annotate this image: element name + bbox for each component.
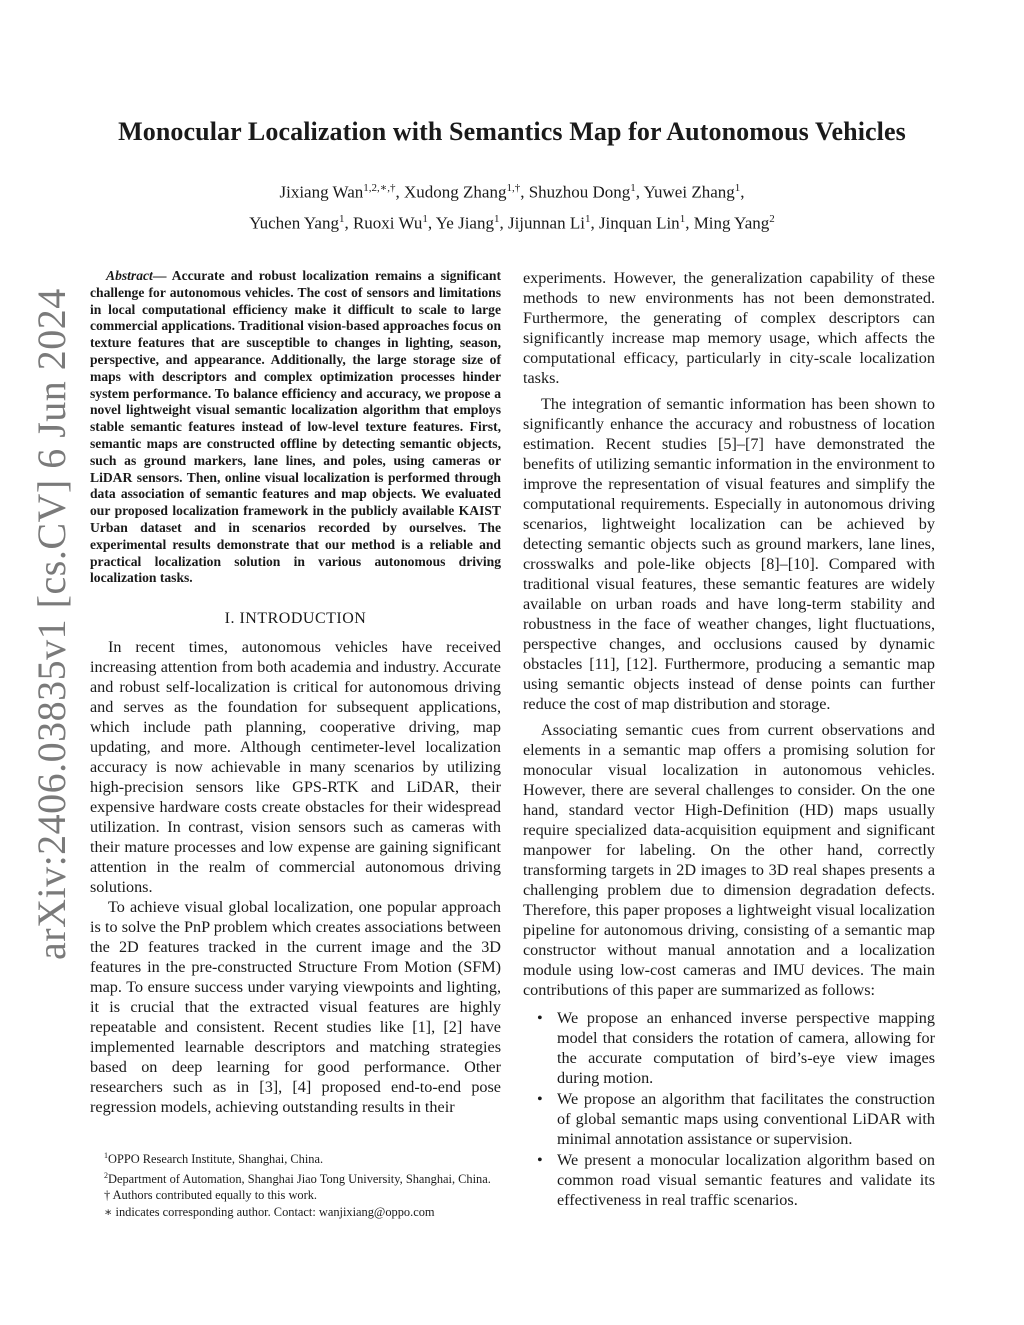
author-separator: , <box>499 213 508 233</box>
abstract <box>90 268 501 587</box>
author-name: Jijunnan Li <box>507 213 585 233</box>
author-separator: , <box>635 182 644 202</box>
author-list <box>150 175 874 236</box>
footnote-mark: 1 <box>104 1151 108 1160</box>
right-column <box>523 268 935 1211</box>
footnote-text: ∗ indicates corresponding author. Contact: wanjixiang@oppo.com <box>104 1204 435 1219</box>
body-paragraph: experiments. However, the generalization capability of these methods to new environments has not been demonstrated. Furthermore, the generating of complex descriptors can significantly increase map memory usage, which affects the computational efficacy, particularly in city-scale localization tasks. <box>523 269 935 387</box>
list-item <box>523 1008 935 1088</box>
footnote-text: OPPO Research Institute, Shanghai, China. <box>108 1152 324 1167</box>
paper-title: Monocular Localization with Semantics Map for Autonomous Vehicles <box>118 117 906 146</box>
author-name: Xudong Zhang <box>404 182 507 202</box>
author-separator: , <box>590 213 599 233</box>
section-heading-introduction: I. INTRODUCTION <box>224 610 367 628</box>
author-name: Ming Yang <box>693 213 770 233</box>
author-line-2 <box>150 206 874 237</box>
footnote <box>90 1149 501 1167</box>
author-affiliation: 1 <box>493 212 500 225</box>
author-affiliation: 1 <box>584 212 591 225</box>
bullet-icon: • <box>537 1151 543 1169</box>
author-name: Shuzhou Dong <box>528 182 631 202</box>
author-separator: , <box>427 213 436 233</box>
list-item <box>523 1089 935 1149</box>
list-item-text: We propose an enhanced inverse perspective mapping model that considers the rotation of camera, allowing for the accurate computation of bird’s-eye view images during motion. <box>557 1009 935 1087</box>
author-affiliation: 1 <box>679 212 686 225</box>
author-affiliation: 1 <box>422 212 428 225</box>
contributions-list <box>523 1008 935 1210</box>
author-separator: , <box>520 182 529 202</box>
author-name: Ye Jiang <box>435 213 494 233</box>
body-paragraph: Associating semantic cues from current observations and elements in a semantic map offers a promising solution for monocular visual localization in autonomous vehicles. However, there are several challenges to consider. On the one hand, standard vector High-Definition (HD) maps usually require specialized data-acquisition equipment and significant manpower for labeling. On the other hand, correctly transforming targets in 2D images to 3D real shapes presents a challenging problem due to dimension degradation defects. Therefore, this paper proposes a lightweight visual localization pipeline for autonomous driving, consisting of a semantic map constructor without manual annotation and a localization module using low-cost cameras and IMU devices. The main contributions of this paper are summarized as follows: <box>523 721 935 999</box>
bullet-icon: • <box>537 1090 543 1108</box>
footnote-mark: 2 <box>104 1170 108 1180</box>
footnote <box>90 1188 501 1203</box>
body-paragraph: In recent times, autonomous vehicles have received increasing attention from both academia and industry. Accurate and robust self-localization is critical for autonomous driving and serves as the foundation for subsequent applications, which include path planning, cooperative driving, map updating, and more. Although centimeter-level localization accuracy is now achievable in many scenarios by utilizing high-precision sensors like GPS-RTK and LiDAR, their expensive hardware costs create obstacles for their widespread utilization. In contrast, vision sensors such as cameras with their mature processes and low expense are gaining significant attention in the realm of commercial autonomous driving solutions. <box>90 638 501 897</box>
author-affiliation: 1,† <box>506 182 521 194</box>
footnote <box>90 1169 501 1187</box>
list-item <box>523 1150 935 1210</box>
author-separator: , <box>344 213 353 233</box>
footnote <box>90 1205 501 1220</box>
author-separator: , <box>740 182 745 202</box>
list-item-text: We present a monocular localization algorithm based on common road visual semantic features and validate its effectiveness in real traffic scenarios. <box>557 1151 935 1209</box>
author-affiliation: 1 <box>338 212 345 225</box>
list-item-text: We propose an algorithm that facilitates the construction of global semantic maps using conventional LiDAR with minimal annotation assistance or supervision. <box>557 1090 935 1148</box>
author-name: Ruoxi Wu <box>352 213 423 233</box>
body-paragraph: To achieve visual global localization, one popular approach is to solve the PnP problem which creates associations between the 2D features tracked in the current image and the 3D features in the pre-constructed Structure From Motion (SFM) map. To ensure success under varying viewpoints and lighting, it is crucial that the extracted visual features are highly repeatable and consistent. Recent studies like [1], [2] have implemented learnable descriptors and matching strategies based on deep learning for good performance. Other researchers such as in [3], [4] proposed end-to-end pose regression models, achieving outstanding results in their <box>90 898 501 1117</box>
author-affiliation: 1 <box>734 182 741 194</box>
author-affiliation: 2 <box>769 212 775 225</box>
author-affiliation: 1 <box>630 182 636 194</box>
footnote-text: † Authors contributed equally to this work. <box>104 1188 318 1203</box>
arxiv-identifier: arXiv:2406.03835v1 [cs.CV] 6 Jun 2024 <box>29 288 74 960</box>
footnotes <box>90 1149 501 1221</box>
author-name: Jinquan Lin <box>598 213 680 233</box>
abstract-label: Abstract <box>106 268 153 283</box>
abstract-text: — Accurate and robust localization remains a significant challenge for autonomous vehicles. The cost of sensors and limitations in local computational efficiency make it difficult to scale to large commercial applications. Traditional vision-based approaches focus on texture features that are susceptible to changes in lighting, season, perspective, and appearance. Additionally, the large storage size of maps with descriptors and complex optimization processes hinder system performance. To balance efficiency and accuracy, we propose a novel lightweight visual semantic localization algorithm that employs stable semantic features instead of low-level texture features. First, semantic maps are constructed offline by detecting semantic objects, such as ground markers, lane lines, and poles, using cameras or LiDAR sensors. Then, online visual localization is performed through data association of semantic features and map objects. We evaluated our proposed localization framework in the publicly available KAIST Urban dataset and in scenarios recorded by ourselves. The experimental results demonstrate that our method is a reliable and practical localization solution in various autonomous driving localization tasks. <box>90 268 501 586</box>
author-name: Jixiang Wan <box>279 182 364 202</box>
author-line-1 <box>150 175 874 206</box>
author-name: Yuchen Yang <box>249 213 339 233</box>
author-separator: , <box>395 182 404 202</box>
footnote-text: Department of Automation, Shanghai Jiao Tong University, Shanghai, China. <box>108 1171 491 1186</box>
body-paragraph: The integration of semantic information has been shown to significantly enhance the accuracy and robustness of location estimation. Recent studies [5]–[7] have demonstrated the benefits of utilizing semantic information in the environment to improve the representation of visual features and simplify the computational requirements. Especially in autonomous driving scenarios, lightweight localization can be achieved by detecting semantic objects such as ground markers, lane lines, crosswalks and pole-like objects [8]–[10]. Compared with traditional visual features, these semantic features are widely available on urban roads and have long-term stability and robustness in the face of weather changes, light fluctuations, perspective changes, and occlusions caused by dynamic obstacles [11], [12]. Furthermore, producing a semantic map using semantic objects instead of dense points can further reduce the cost of map distribution and storage. <box>523 395 935 713</box>
bullet-icon: • <box>537 1009 543 1027</box>
author-name: Yuwei Zhang <box>643 182 735 202</box>
author-separator: , <box>685 213 694 233</box>
author-affiliation: 1,2,∗,† <box>363 182 396 194</box>
left-column <box>90 268 501 1117</box>
